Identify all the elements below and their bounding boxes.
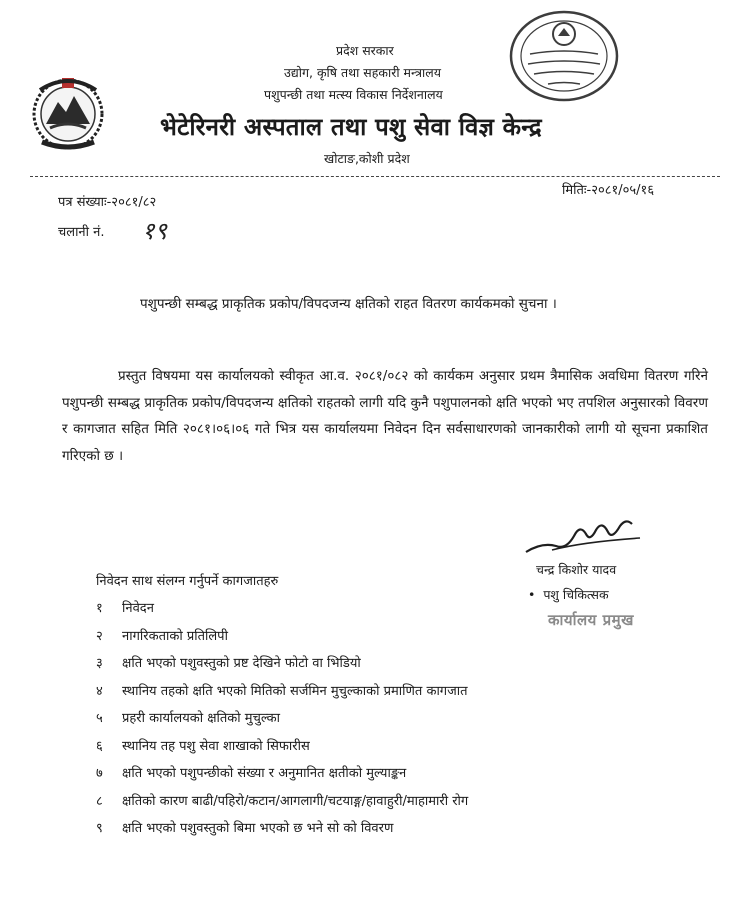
signature — [522, 512, 652, 562]
header-ministry: उद्योग, कृषि तथा सहकारी मन्त्रालय — [284, 65, 441, 80]
signatory-designation: • पशु चिकित्सक — [528, 587, 609, 602]
documents-list-title: निवेदन साथ संलग्न गर्नुपर्ने कागजातहरु — [96, 574, 279, 589]
letter-body: प्रस्तुत विषयमा यस कार्यालयको स्वीकृत आ.व. २०८१/०८२ को कार्यकम अनुसार प्रथम त्रैमासिक अवधिमा वितरण गरिने पशुपन्छी सम्बद्ध प्राकृतिक प्रकोप/विपदजन्य क्षतिको राहतको लागी यदि कुनै पशुपालनको क्षति भएको भए तपशिल अनुसारको विवरण र कागजात सहित मिति २०८१।०६।०६ गते भित्र यस कार्यालयमा निवेदन दिन सर्वसाधारणको जानकारीको लागी यो सूचना प्रकाशित गरिएको छ । — [62, 368, 708, 464]
header-divider — [30, 176, 720, 177]
item-text: स्थानिय तहको क्षति भएको मितिको सर्जमिन मुचुल्काको प्रमाणित कागजात — [122, 683, 468, 699]
item-number: ५ — [96, 711, 103, 726]
item-text: क्षति भएको पशुवस्तुको प्रष्ट देखिने फोटो वा भिडियो — [122, 656, 361, 671]
signatory-name: चन्द्र किशोर यादव — [536, 562, 617, 577]
list-item — [96, 626, 596, 654]
office-stamp — [508, 8, 620, 104]
item-number: ८ — [96, 793, 103, 809]
item-text: क्षति भएको पशुवस्तुको बिमा भएको छ भने सो को विवरण — [122, 821, 394, 836]
header-directorate: पशुपन्छी तथा मत्स्य विकास निर्देशनालय — [264, 87, 443, 102]
item-number: ९ — [96, 821, 103, 836]
dispatch-number: १९ — [142, 217, 167, 245]
item-text: स्थानिय तह पशु सेवा शाखाको सिफारीस — [122, 738, 310, 754]
list-item — [96, 791, 596, 819]
letter-subject: पशुपन्छी सम्बद्ध प्राकृतिक प्रकोप/विपदजन्य क्षतिको राहत वितरण कार्यकमको सुचना । — [140, 296, 557, 312]
organization-location: खोटाङ,कोशी प्रदेश — [324, 151, 410, 166]
list-item — [96, 598, 596, 626]
list-item — [96, 763, 596, 791]
item-number: २ — [96, 628, 103, 644]
item-text: प्रहरी कार्यालयको क्षतिको मुचुल्का — [122, 711, 281, 726]
office-head-stamp: कार्यालय प्रमुख — [548, 611, 634, 629]
organization-title: भेटेरिनरी अस्पताल तथा पशु सेवा विज्ञ केन्द्र — [160, 113, 542, 141]
item-number: ४ — [96, 683, 103, 699]
item-text: क्षति भएको पशुपन्छीको संख्या र अनुमानित क्षतीको मुल्याङ्कन — [122, 766, 407, 781]
list-item — [96, 681, 596, 709]
list-item — [96, 818, 596, 846]
documents-list — [96, 598, 596, 846]
item-number: ७ — [96, 766, 103, 781]
item-number: १ — [96, 601, 103, 616]
item-number: ३ — [96, 656, 103, 671]
item-text: निवेदन — [122, 601, 154, 616]
reference-number: पत्र संख्याः-२०८१/८२ — [58, 195, 157, 210]
government-emblem — [28, 68, 108, 158]
letter-date: मितिः-२०८१/०५/१६ — [562, 183, 655, 198]
list-item — [96, 736, 596, 764]
item-text: क्षतिको कारण बाढी/पहिरो/कटान/आगलागी/चटयाङ्ग/हावाहुरी/माहामारी रोग — [122, 793, 469, 809]
designation-text: पशु चिकित्सक — [543, 587, 609, 602]
list-item — [96, 708, 596, 736]
header-state-government: प्रदेश सरकार — [336, 43, 394, 58]
item-number: ६ — [96, 738, 103, 754]
dispatch-label: चलानी नं. — [58, 225, 105, 240]
list-item — [96, 653, 596, 681]
item-text: नागरिकताको प्रतिलिपी — [122, 628, 228, 644]
